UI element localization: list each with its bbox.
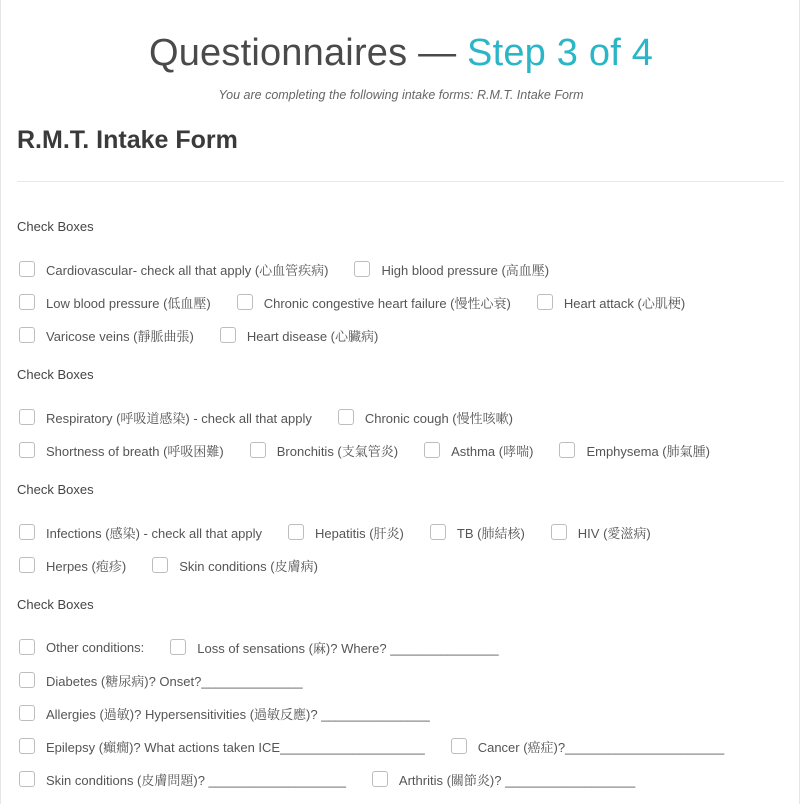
checkbox-label: Arthritis (關節炎)? __________________ <box>398 772 636 788</box>
checkbox[interactable] <box>220 327 236 343</box>
checkbox-option[interactable] <box>237 293 511 312</box>
checkbox-label: Cardiovascular- check all that apply (心血管疾病) <box>46 262 329 278</box>
checkbox[interactable] <box>288 524 304 540</box>
checkbox-option[interactable] <box>354 260 549 279</box>
checkbox[interactable] <box>19 442 35 458</box>
checkbox-label: Varicose veins (靜脈曲張) <box>46 328 194 344</box>
checkbox-label: Heart disease (心臟病) <box>246 328 379 344</box>
section-label: Check Boxes <box>17 219 94 234</box>
checkbox-option[interactable] <box>19 737 425 756</box>
section-label: Check Boxes <box>17 597 94 612</box>
checkbox-row <box>19 406 539 428</box>
checkbox-label: Herpes (疱疹) <box>46 558 127 574</box>
checkbox-row <box>19 669 329 691</box>
checkbox-label: Allergies (過敏)? Hypersensitivities (過敏反應)? _______________ <box>46 706 430 722</box>
checkbox-option[interactable] <box>19 671 303 690</box>
checkbox-label: Respiratory (呼吸道感染) - check all that apply <box>46 410 312 426</box>
checkbox[interactable] <box>551 524 567 540</box>
checkbox-option[interactable] <box>152 556 318 575</box>
checkbox-option[interactable] <box>19 704 430 723</box>
checkbox-label: Hepatitis (肝炎) <box>315 525 404 541</box>
checkbox[interactable] <box>19 672 35 688</box>
checkbox[interactable] <box>152 557 168 573</box>
checkbox-label: Infections (感染) - check all that apply <box>46 525 263 541</box>
checkbox-label: Skin conditions (皮膚問題)? ___________________ <box>46 772 346 788</box>
section-label: Check Boxes <box>17 482 94 497</box>
checkbox-label: Asthma (哮喘) <box>451 443 534 459</box>
checkbox-option[interactable] <box>170 638 498 657</box>
checkbox[interactable] <box>424 442 440 458</box>
checkbox-label: Loss of sensations (麻)? Where? _______________ <box>197 640 499 656</box>
page-header <box>0 30 802 102</box>
checkbox-label: Chronic congestive heart failure (慢性心衰) <box>263 295 511 311</box>
checkbox-row <box>19 702 456 724</box>
checkbox-option[interactable] <box>551 523 651 542</box>
checkbox-row <box>19 768 661 790</box>
checkbox[interactable] <box>338 409 354 425</box>
checkbox-option[interactable] <box>19 408 312 427</box>
checkbox[interactable] <box>19 738 35 754</box>
checkbox[interactable] <box>559 442 575 458</box>
checkbox-label: Shortness of breath (呼吸困難) <box>46 443 224 459</box>
checkbox-row <box>19 324 404 346</box>
checkbox-row <box>19 554 344 576</box>
checkbox-label: Diabetes (糖尿病)? Onset?______________ <box>46 673 303 689</box>
checkbox-label: Low blood pressure (低血壓) <box>46 295 211 311</box>
checkbox-label: Bronchitis (支氣管炎) <box>276 443 399 459</box>
checkbox[interactable] <box>19 771 35 787</box>
checkbox-option[interactable] <box>559 441 710 460</box>
checkbox-option[interactable] <box>288 523 404 542</box>
checkbox-option[interactable] <box>19 260 328 279</box>
checkbox[interactable] <box>430 524 446 540</box>
checkbox-option[interactable] <box>19 523 262 542</box>
checkbox-option[interactable] <box>424 441 533 460</box>
checkbox[interactable] <box>537 294 553 310</box>
checkbox-option[interactable] <box>19 441 224 460</box>
checkbox[interactable] <box>19 409 35 425</box>
checkbox-row <box>19 735 750 757</box>
checkbox[interactable] <box>19 557 35 573</box>
checkbox[interactable] <box>250 442 266 458</box>
checkbox-option[interactable] <box>430 523 525 542</box>
checkbox-label: Heart attack (心肌梗) <box>563 295 686 311</box>
checkbox-option[interactable] <box>19 326 194 345</box>
checkbox-option[interactable] <box>19 770 346 789</box>
checkbox[interactable] <box>19 294 35 310</box>
page-title <box>0 30 802 76</box>
checkbox-row <box>19 258 575 280</box>
checkbox[interactable] <box>19 639 35 655</box>
checkbox-row <box>19 521 677 543</box>
checkbox[interactable] <box>19 327 35 343</box>
section-label: Check Boxes <box>17 367 94 382</box>
checkbox-option[interactable] <box>372 770 635 789</box>
checkbox-row <box>19 636 525 658</box>
divider <box>17 181 784 182</box>
checkbox[interactable] <box>354 261 370 277</box>
checkbox[interactable] <box>19 524 35 540</box>
checkbox[interactable] <box>19 261 35 277</box>
checkbox[interactable] <box>372 771 388 787</box>
checkbox[interactable] <box>19 705 35 721</box>
checkbox-label: Chronic cough (慢性咳嗽) <box>364 410 513 426</box>
checkbox-option[interactable] <box>19 639 144 655</box>
checkbox-option[interactable] <box>338 408 513 427</box>
checkbox-option[interactable] <box>537 293 685 312</box>
checkbox-label: HIV (愛滋病) <box>577 525 651 541</box>
checkbox-row <box>19 439 736 461</box>
checkbox-label: Epilepsy (癲癇)? What actions taken ICE____________________ <box>46 739 425 755</box>
checkbox-label: Skin conditions (皮膚病) <box>179 558 318 574</box>
page-subtitle: You are completing the following intake forms: R.M.T. Intake Form <box>218 88 584 102</box>
checkbox[interactable] <box>170 639 186 655</box>
checkbox-option[interactable] <box>19 293 211 312</box>
checkbox[interactable] <box>451 738 467 754</box>
checkbox-option[interactable] <box>19 556 126 575</box>
checkbox-option[interactable] <box>250 441 398 460</box>
title-text: Questionnaires — <box>148 32 468 74</box>
checkbox-option[interactable] <box>451 737 724 756</box>
checkbox-label: Other conditions: <box>46 639 145 655</box>
step-indicator: Step 3 of 4 <box>467 32 654 74</box>
checkbox-label: Emphysema (肺氣腫) <box>586 443 710 459</box>
form-title: R.M.T. Intake Form <box>17 126 238 154</box>
checkbox-label: High blood pressure (高血壓) <box>381 262 550 278</box>
checkbox[interactable] <box>237 294 253 310</box>
checkbox-row <box>19 291 711 313</box>
checkbox-label: TB (肺結核) <box>456 525 525 541</box>
checkbox-label: Cancer (癌症)?______________________ <box>477 739 725 755</box>
checkbox-option[interactable] <box>220 326 378 345</box>
